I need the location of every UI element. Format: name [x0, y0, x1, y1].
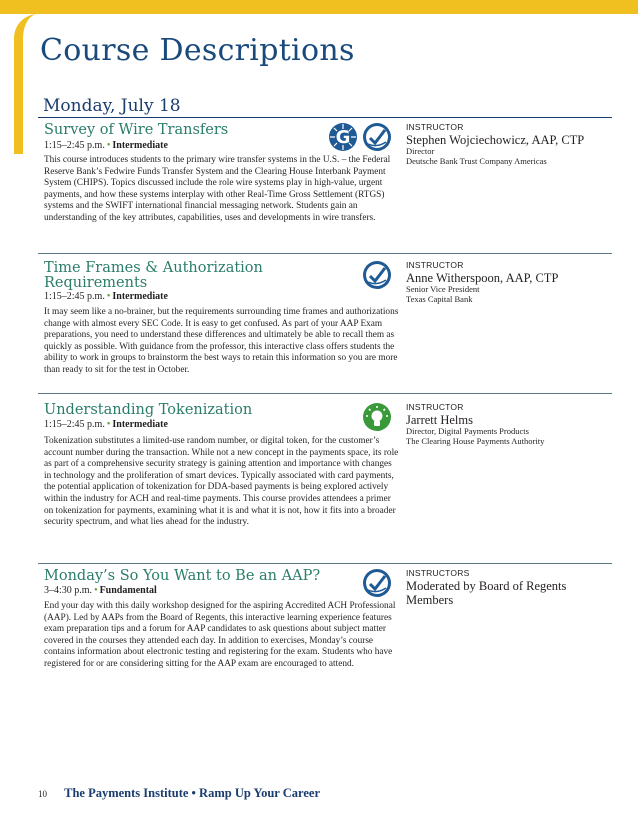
lightbulb-icon	[362, 402, 392, 432]
instructor-block	[406, 568, 612, 607]
instructor-block	[406, 402, 612, 446]
time-text: 1:15–2:45 p.m.	[44, 291, 105, 302]
checkmark-badge-icon	[362, 568, 392, 598]
course-title	[44, 261, 263, 291]
course-description: Tokenization substitutes a limited-use random number, or digital token, for the customer’s account number during the transaction. While not a new concept in the payments space, its role as part of a comprehensive security strategy is gaining attention and importance with changes in technology and the proliferation of smart devices. Typically associated with card payments, the potential application of tokenization for DDA-based payments is being explored actively within the industry for ACH and real-time payments. This course provides attendees a primer on tokenization for payments, examining what it is and what it is not, how it fits into a broader security spectrum, and what lies ahead for the industry.	[44, 436, 399, 528]
instructor-org: The Clearing House Payments Authority	[406, 435, 545, 446]
day-heading: Monday, July 18	[43, 96, 181, 116]
bullet-dot-icon: •	[94, 585, 98, 596]
instructor-name: Anne Witherspoon, AAP, CTP	[406, 271, 559, 285]
instructor-org: Deutsche Bank Trust Company Americas	[406, 155, 547, 166]
top-accent-bar	[0, 0, 638, 14]
time-text: 1:15–2:45 p.m.	[44, 419, 105, 430]
course-icons	[362, 260, 392, 290]
instructor-label: INSTRUCTOR	[406, 260, 464, 270]
page-footer	[38, 786, 320, 801]
course-title: Monday’s So You Want to Be an AAP?	[44, 568, 321, 584]
instructor-org: Texas Capital Bank	[406, 293, 473, 304]
g-credit-icon	[328, 122, 358, 152]
course-section	[38, 564, 612, 704]
instructor-role: Senior Vice President	[406, 284, 480, 294]
course-section	[38, 118, 612, 254]
course-description: This course introduces students to the primary wire transfer systems in the U.S. – the Federal Reserve Bank’s Fedwire Funds Transfer System and the Clearing House Interbank Payment System (CHIPS). Topics discussed include the role wire systems play in high-value, urgent payments, and how these systems interplay with other Real-Time Gross Settlement (RTGS) systems and the SWIFT international financial messaging network. Students gain an understanding of the key attributes, capabilities, uses and developments in wire transfers.	[44, 155, 391, 223]
course-time	[44, 140, 168, 151]
instructor-name: Jarrett Helms	[406, 413, 473, 427]
instructor-role: Director, Digital Payments Products	[406, 426, 529, 436]
course-description: End your day with this daily workshop designed for the aspiring Accredited ACH Professional (AAP). Led by AAPs from the Board of Regents, this interactive learning experience features exam preparation tips and a forum for AAP candidates to ask questions about subject matter covered in the courses they attended each day. In addition to exercises, Monday’s course contains information about electronic testing and registering for the exam. Students who have registered for or are considering sitting for the AAP exam are encouraged to attend.	[44, 601, 396, 669]
svg-text:G: G	[335, 127, 351, 148]
checkmark-badge-icon	[362, 260, 392, 290]
page-number: 10	[38, 789, 47, 799]
bullet-dot-icon: •	[106, 291, 111, 302]
course-title-line1: Time Frames & Authorization	[44, 260, 263, 276]
bullet-dot-icon: •	[106, 419, 111, 430]
page-title: Course Descriptions	[40, 33, 355, 68]
course-time	[44, 585, 157, 596]
course-section	[38, 394, 612, 564]
level-text: Intermediate	[112, 291, 168, 302]
level-text: Intermediate	[112, 140, 168, 151]
instructor-role: Director	[406, 146, 435, 156]
instructor-label: INSTRUCTORS	[406, 568, 470, 578]
course-section	[38, 254, 612, 394]
instructor-label: INSTRUCTOR	[406, 402, 464, 412]
course-icons	[362, 568, 392, 598]
course-description: It may seem like a no-brainer, but the requirements surrounding time frames and authorizations change with almost every SEC Code. It is easy to get confused. As part of your AAP Exam preparations, you need to understand these differences and ultimately be able to recall them as quickly as possible. With guidance from the professor, this interactive class offers students the ability to work in groups to brainstorm the best ways to retain this information so you are more than ready to sit for the test in October.	[44, 307, 399, 375]
instructor-name: Moderated by Board of Regents Members	[406, 579, 567, 607]
course-time	[44, 291, 168, 302]
level-text: Fundamental	[99, 585, 157, 596]
course-title: Survey of Wire Transfers	[44, 122, 229, 138]
instructor-name: Stephen Wojciechowicz, AAP, CTP	[406, 133, 585, 147]
course-icons	[362, 402, 392, 432]
course-title-line2: Requirements	[44, 275, 148, 291]
instructor-block	[406, 122, 612, 166]
instructor-label: INSTRUCTOR	[406, 122, 464, 132]
course-title: Understanding Tokenization	[44, 402, 253, 418]
time-text: 3–4:30 p.m.	[44, 585, 93, 596]
course-icons	[328, 122, 392, 152]
level-text: Intermediate	[112, 419, 168, 430]
instructor-block	[406, 260, 612, 304]
time-text: 1:15–2:45 p.m.	[44, 140, 105, 151]
course-time	[44, 419, 168, 430]
checkmark-badge-icon	[362, 122, 392, 152]
footer-tagline: The Payments Institute • Ramp Up Your Career	[64, 786, 320, 800]
bullet-dot-icon: •	[106, 140, 111, 151]
